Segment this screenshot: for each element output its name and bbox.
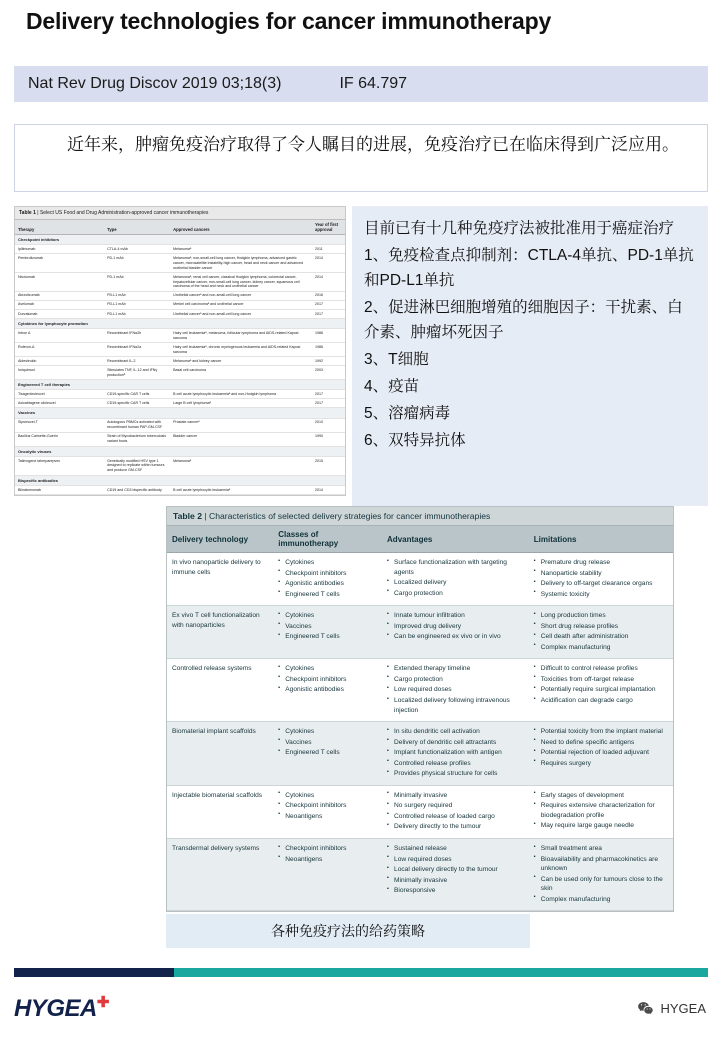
- table2-technology-cell: Controlled release systems: [167, 659, 273, 722]
- table2-classes-list-item: ▪ Checkpoint inhibitors: [278, 675, 377, 685]
- table1-section-label: Cytokines for lymphocyte promotion: [15, 318, 345, 328]
- table2-advantages-list-item: ▪ Minimally invasive: [387, 876, 524, 886]
- table1-header-row: [15, 220, 345, 235]
- table1-grid: [15, 220, 345, 495]
- table2-limitations-list-item: ▪ Early stages of development: [534, 791, 668, 801]
- table2-advantages-list: [387, 611, 524, 642]
- table2-limitations-cell: [529, 606, 673, 659]
- table1-cell: 1986: [312, 329, 345, 343]
- summary-line: 1、免疫检查点抑制剂：CTLA-4单抗、PD-1单抗和PD-L1单抗: [364, 247, 694, 289]
- summary-line: 3、T细胞: [364, 351, 429, 368]
- table1-row: [15, 390, 345, 399]
- table2-classes-list-item: ▪ Cytokines: [278, 558, 377, 568]
- table1-cell: Large B cell lymphomaᵃ: [170, 399, 312, 408]
- table2-classes-list-item: ▪ Vaccines: [278, 622, 377, 632]
- table1-cell: Stimulates TNF, IL-12 and IFNγ productionᵇ: [104, 366, 170, 380]
- table1-cell: Roferon-A: [15, 343, 104, 357]
- table1-cell: B cell acute lymphocytic leukaemiaᵃ and non-Hodgkin lymphoma: [170, 390, 312, 399]
- table2-limitations-list-item: ▪ Potentially require surgical implantation: [534, 685, 668, 695]
- table1-cell: Melanomaᵃ and kidney cancer: [170, 357, 312, 366]
- table1-cell: PD-L1 mAb: [104, 309, 170, 318]
- table2-technology-cell: Injectable biomaterial scaffolds: [167, 785, 273, 838]
- table2-advantages-list-item: ▪ Surface functionalization with targeting agents: [387, 558, 524, 577]
- table1-cell: Bladder cancer: [170, 432, 312, 446]
- table2-limitations-list: [534, 611, 668, 652]
- table2-limitations-cell: [529, 839, 673, 911]
- table2-advantages-list-item: ▪ Innate tumour infiltration: [387, 611, 524, 621]
- table1: [14, 206, 346, 496]
- table2-limitations-list-item: ▪ Difficult to control release profiles: [534, 664, 668, 674]
- table2-classes-list-item: ▪ Checkpoint inhibitors: [278, 801, 377, 811]
- summary-line: 目前已有十几种免疫疗法被批准用于癌症治疗: [364, 220, 675, 237]
- table2-footer-text: 各种免疫疗法的给药策略: [271, 923, 425, 939]
- table2-row: [167, 839, 673, 911]
- table2-classes-cell: [273, 785, 382, 838]
- table1-cell: 2014: [312, 254, 345, 273]
- table2-classes-list: [278, 727, 377, 758]
- table2-classes-list: [278, 558, 377, 599]
- table1-cell: Imiquimod: [15, 366, 104, 380]
- table2-classes-cell: [273, 839, 382, 911]
- table2-advantages-list-item: ▪ Cargo protection: [387, 589, 524, 599]
- table1-cell: Recombinant IL-2: [104, 357, 170, 366]
- intro-text: 近年来，肿瘤免疫治疗取得了令人瞩目的进展，免疫治疗已在临床得到广泛应用。: [67, 135, 679, 154]
- table2-technology-cell: Transdermal delivery systems: [167, 839, 273, 911]
- table2-advantages-list-item: ▪ Provides physical structure for cells: [387, 769, 524, 779]
- table1-cell: 2017: [312, 399, 345, 408]
- summary-line: 4、疫苗: [364, 378, 420, 395]
- table2-classes-list-item: ▪ Neoantigens: [278, 855, 377, 865]
- table1-row: [15, 418, 345, 432]
- table2-caption-label: Table 2: [173, 511, 202, 521]
- table1-section-row: [15, 408, 345, 418]
- table1-cell: Sipuleucel-T: [15, 418, 104, 432]
- table1-cell: PD-1 mAb: [104, 273, 170, 292]
- table2-classes-cell: [273, 606, 382, 659]
- table2-advantages-list: [387, 727, 524, 779]
- table2-advantages-list-item: ▪ Delivery directly to the tumour: [387, 822, 524, 832]
- table2-classes-list-item: ▪ Neoantigens: [278, 812, 377, 822]
- table1-cell: PD-L1 mAb: [104, 300, 170, 309]
- summary-line: 6、双特异抗体: [364, 432, 466, 449]
- table2-advantages-list-item: ▪ In situ dendritic cell activation: [387, 727, 524, 737]
- table1-caption-sep: |: [37, 210, 40, 216]
- table2-technology-cell: Ex vivo T cell functionalization with nanoparticles: [167, 606, 273, 659]
- table2-advantages-list-item: ▪ Can be engineered ex vivo or in vivo: [387, 632, 524, 642]
- table2-limitations-list-item: ▪ Requires surgery: [534, 759, 668, 769]
- table2-limitations-cell: [529, 785, 673, 838]
- table1-cell: Melanomaᵃ: [170, 245, 312, 254]
- table2-row: [167, 606, 673, 659]
- table2-advantages-list-item: ▪ Controlled release of loaded cargo: [387, 812, 524, 822]
- table1-cell: Talimogene laherparepvec: [15, 456, 104, 475]
- table1-cell: 2014: [312, 486, 345, 495]
- table2-classes-cell: [273, 553, 382, 606]
- table2-advantages-list-item: ▪ Minimally invasive: [387, 791, 524, 801]
- table1-cell: Urothelial cancerᵃ and non-small-cell lung cancer: [170, 291, 312, 300]
- table1-cell: Urothelial cancerᵃ and non-small-cell lung cancer: [170, 309, 312, 318]
- table2-classes-list-item: ▪ Agonistic antibodies: [278, 685, 377, 695]
- table1-cell: CD19-specific CAR T cells: [104, 390, 170, 399]
- table1-cell: 2010: [312, 418, 345, 432]
- table1-cell: Autologous PBMCs activated with recombinant human PAP-GM-CSF: [104, 418, 170, 432]
- brand-logo-text: HYGEA: [14, 995, 97, 1022]
- table2-limitations-list-item: ▪ May require large gauge needle: [534, 821, 668, 831]
- table2-caption-title: Characteristics of selected delivery strategies for cancer immunotherapies: [209, 511, 491, 521]
- table1-cell: Pembrolizumab: [15, 254, 104, 273]
- table1-cell: 200X: [312, 366, 345, 380]
- table2-caption-sep: |: [204, 511, 209, 521]
- table2-row: [167, 785, 673, 838]
- table2-limitations-list: [534, 727, 668, 768]
- table2-header-cell: Limitations: [529, 526, 673, 553]
- table1-section-row: [15, 318, 345, 328]
- table2-limitations-list-item: ▪ Cell death after administration: [534, 632, 668, 642]
- table2-row: [167, 553, 673, 606]
- table1-row: [15, 366, 345, 380]
- brand-logo: [14, 993, 109, 1023]
- table2-limitations-list-item: ▪ Complex manufacturing: [534, 895, 668, 905]
- table2-limitations-list-item: ▪ Toxicities from off-target release: [534, 675, 668, 685]
- table2-classes-list-item: ▪ Cytokines: [278, 791, 377, 801]
- table1-cell: PD-L1 mAb: [104, 291, 170, 300]
- table2-advantages-list-item: ▪ No surgery required: [387, 801, 524, 811]
- table2-classes-list-item: ▪ Cytokines: [278, 611, 377, 621]
- table2-advantages-list-item: ▪ Localized delivery: [387, 578, 524, 588]
- table2-advantages-list-item: ▪ Localized delivery following intravenous injection: [387, 696, 524, 715]
- table1-cell: Recombinant IFNα2a: [104, 343, 170, 357]
- table2-classes-list-item: ▪ Engineered T cells: [278, 632, 377, 642]
- table1-cell: CD19 and CD3 bispecific antibody: [104, 486, 170, 495]
- table1-cell: Tisagenlecleucel: [15, 390, 104, 399]
- table2-limitations-list-item: ▪ Nanoparticle stability: [534, 569, 668, 579]
- table1-cell: Melanomaᵃ, renal cell cancer, classical Hodgkin lymphoma, colorectal cancer, hepatocellular cancer, non-small-cell lung cancer, kidney cancer, squamous cell carcinoma of the head and neck and urothelial cancer: [170, 273, 312, 292]
- table1-cell: B cell acute lymphocytic leukaemiaᵃ: [170, 486, 312, 495]
- table2-limitations-list-item: ▪ Systemic toxicity: [534, 590, 668, 600]
- table2-header-cell: Classes of immunotherapy: [273, 526, 382, 553]
- table2-advantages-list-item: ▪ Bioresponsive: [387, 886, 524, 896]
- table1-cell: 1992: [312, 357, 345, 366]
- table1-section-label: Oncolytic viruses: [15, 446, 345, 456]
- table1-section-label: Vaccines: [15, 408, 345, 418]
- citation-impact-factor: IF 64.797: [339, 75, 408, 92]
- table2-advantages-list-item: ▪ Delivery of dendritic cell attractants: [387, 738, 524, 748]
- table2-technology-cell: In vivo nanoparticle delivery to immune cells: [167, 553, 273, 606]
- table1-row: [15, 399, 345, 408]
- table1-caption-label: Table 1: [19, 210, 36, 216]
- table2-advantages-list: [387, 558, 524, 598]
- table1-row: [15, 245, 345, 254]
- table1-cell: Prostate cancerᵃ: [170, 418, 312, 432]
- table2-limitations-cell: [529, 659, 673, 722]
- table2-classes-list: [278, 611, 377, 642]
- table1-cell: CD19-specific CAR T cells: [104, 399, 170, 408]
- citation-journal: Nat Rev Drug Discov 2019 03;18(3): [28, 75, 282, 92]
- table1-row: [15, 254, 345, 273]
- table1-caption: [15, 207, 345, 220]
- table2-advantages-list: [387, 844, 524, 896]
- table2-limitations-cell: [529, 553, 673, 606]
- table2-advantages-list-item: ▪ Local delivery directly to the tumour: [387, 865, 524, 875]
- table1-body: [15, 235, 345, 495]
- intro-box: [14, 124, 708, 192]
- table1-cell: Genetically modified HSV type 1 designed to replicate within tumours and produce GM-CSF: [104, 456, 170, 475]
- table1-cell: Intron A: [15, 329, 104, 343]
- table2-classes-cell: [273, 722, 382, 786]
- table1-section-label: Checkpoint inhibitors: [15, 235, 345, 245]
- table2-advantages-list-item: ▪ Low required doses: [387, 685, 524, 695]
- table1-cell: Ipilimumab: [15, 245, 104, 254]
- table1-cell: CTLA-4 mAb: [104, 245, 170, 254]
- table2-header-cell: Delivery technology: [167, 526, 273, 553]
- table1-cell: Axicabtagene ciloleucel: [15, 399, 104, 408]
- table2-advantages-list: [387, 664, 524, 715]
- table2-classes-list: [278, 844, 377, 864]
- footer-bar-teal: [174, 968, 708, 977]
- table1-row: [15, 343, 345, 357]
- table1-row: [15, 357, 345, 366]
- summary-line: 2、促进淋巴细胞增殖的细胞因子：干扰素、白介素、肿瘤坏死因子: [364, 299, 683, 341]
- table2-limitations-list-item: ▪ Potential toxicity from the implant material: [534, 727, 668, 737]
- table1-cell: 2014: [312, 273, 345, 292]
- table2-body: [167, 553, 673, 911]
- table2-classes-list-item: ▪ Agonistic antibodies: [278, 579, 377, 589]
- table2-limitations-list-item: ▪ Delivery to off-target clearance organs: [534, 579, 668, 589]
- cross-icon: ✚: [96, 994, 109, 1011]
- table1-cell: Melanomaᵃ: [170, 456, 312, 475]
- table2-limitations-list-item: ▪ Short drug release profiles: [534, 622, 668, 632]
- table2-limitations-list-item: ▪ Requires extensive characterization for biodegradation profile: [534, 801, 668, 820]
- table2-limitations-list-item: ▪ Potential rejection of loaded adjuvant: [534, 748, 668, 758]
- table2-advantages-list: [387, 791, 524, 832]
- table1-row: [15, 486, 345, 495]
- table2-advantages-list-item: ▪ Low required doses: [387, 855, 524, 865]
- table2-classes-list-item: ▪ Cytokines: [278, 664, 377, 674]
- table1-cell: Merkel cell carcinomaᵃ and urothelial cancer: [170, 300, 312, 309]
- table2-limitations-list: [534, 844, 668, 904]
- table1-cell: Melanomaᵃ, non-small-cell lung cancer, Hodgkin lymphoma, advanced gastric cancer, microsatellite instability-high cancer, head and neck cancer and advanced urothelial bladder cancer: [170, 254, 312, 273]
- table1-cell: 2015: [312, 456, 345, 475]
- table1-cell: 2017: [312, 309, 345, 318]
- table1-cell: Basal cell carcinoma: [170, 366, 312, 380]
- table2-advantages-cell: [382, 606, 529, 659]
- table2-advantages-list-item: ▪ Improved drug delivery: [387, 622, 524, 632]
- table2-limitations-list-item: ▪ Premature drug release: [534, 558, 668, 568]
- table2-row: [167, 722, 673, 786]
- table1-cell: 2017: [312, 390, 345, 399]
- table2-classes-list: [278, 664, 377, 695]
- wechat-footer: [637, 1000, 706, 1017]
- table2-limitations-list: [534, 664, 668, 705]
- table1-row: [15, 300, 345, 309]
- table1-cell: Hairy cell leukaemiaᵃ, melanoma, follicular lymphoma and AIDS-related Kaposi sarcoma: [170, 329, 312, 343]
- table1-section-row: [15, 235, 345, 245]
- table2-advantages-list-item: ▪ Extended therapy timeline: [387, 664, 524, 674]
- table1-cell: PD-1 mAb: [104, 254, 170, 273]
- table1-cell: 2017: [312, 300, 345, 309]
- table1-header-cell: Year of first approval: [312, 220, 345, 235]
- table2-limitations-list-item: ▪ Bioavailability and pharmacokinetics are unknown: [534, 855, 668, 874]
- table1-section-label: Engineered T cell therapies: [15, 380, 345, 390]
- table2-advantages-cell: [382, 785, 529, 838]
- table1-cell: Hairy cell leukaemiaᵃ, chronic myelogenous leukaemia and AIDS-related Kaposi sarcoma: [170, 343, 312, 357]
- table1-section-row: [15, 475, 345, 485]
- table2-limitations-list-item: ▪ Complex manufacturing: [534, 643, 668, 653]
- table2-limitations-list: [534, 558, 668, 599]
- table1-header-cell: Approved cancers: [170, 220, 312, 235]
- table2-advantages-cell: [382, 722, 529, 786]
- table2-header-row: [167, 526, 673, 553]
- table1-cell: 1990: [312, 432, 345, 446]
- table2-limitations-list-item: ▪ Can be used only for tumours close to the skin: [534, 875, 668, 894]
- table2-advantages-cell: [382, 659, 529, 722]
- table2-advantages-list-item: ▪ Controlled release profiles: [387, 759, 524, 769]
- table2-classes-list-item: ▪ Cytokines: [278, 727, 377, 737]
- table2-classes-cell: [273, 659, 382, 722]
- table2: [166, 506, 674, 912]
- table2-limitations-list-item: ▪ Small treatment area: [534, 844, 668, 854]
- table2-limitations-list: [534, 791, 668, 831]
- table2-advantages-list-item: ▪ Implant functionalization with antigen: [387, 748, 524, 758]
- table2-row: [167, 659, 673, 722]
- table1-section-row: [15, 446, 345, 456]
- table1-header-cell: Therapy: [15, 220, 104, 235]
- table2-classes-list-item: ▪ Checkpoint inhibitors: [278, 844, 377, 854]
- table2-advantages-list-item: ▪ Sustained release: [387, 844, 524, 854]
- table1-cell: Blinatumomab: [15, 486, 104, 495]
- table1-cell: Nivolumab: [15, 273, 104, 292]
- table2-grid: [167, 526, 673, 911]
- table2-classes-list-item: ▪ Engineered T cells: [278, 590, 377, 600]
- table1-cell: 2016: [312, 291, 345, 300]
- table2-classes-list-item: ▪ Engineered T cells: [278, 748, 377, 758]
- table1-cell: Aldesleukin: [15, 357, 104, 366]
- table2-advantages-cell: [382, 553, 529, 606]
- summary-box: [352, 206, 708, 506]
- page-title: Delivery technologies for cancer immunotherapy: [26, 8, 552, 34]
- table1-row: [15, 329, 345, 343]
- summary-line: 5、溶瘤病毒: [364, 405, 451, 422]
- footer-bar-dark: [14, 968, 174, 977]
- table2-limitations-list-item: ▪ Need to define specific antigens: [534, 738, 668, 748]
- table2-classes-list-item: ▪ Vaccines: [278, 738, 377, 748]
- table2-footer-caption: [166, 914, 530, 948]
- wechat-label: HYGEA: [660, 1001, 706, 1016]
- table1-caption-title: Select US Food and Drug Administration-approved cancer immunotherapies: [39, 210, 209, 216]
- wechat-icon: [637, 1000, 654, 1017]
- table2-classes-list-item: ▪ Checkpoint inhibitors: [278, 569, 377, 579]
- table1-cell: Recombinant IFNα2b: [104, 329, 170, 343]
- table1-row: [15, 273, 345, 292]
- table1-row: [15, 291, 345, 300]
- table1-header-cell: Type: [104, 220, 170, 235]
- table1-row: [15, 309, 345, 318]
- table1-cell: Durvalumab: [15, 309, 104, 318]
- table1-cell: Atezolizumab: [15, 291, 104, 300]
- table2-technology-cell: Biomaterial implant scaffolds: [167, 722, 273, 786]
- table1-cell: 2011: [312, 245, 345, 254]
- table1-section-label: Bispecific antibodies: [15, 475, 345, 485]
- table2-header-cell: Advantages: [382, 526, 529, 553]
- table2-limitations-list-item: ▪ Long production times: [534, 611, 668, 621]
- table1-row: [15, 432, 345, 446]
- table1-cell: Strain of Mycobacterium tuberculosis variant bovis: [104, 432, 170, 446]
- table2-classes-list: [278, 791, 377, 822]
- table2-advantages-list-item: ▪ Cargo protection: [387, 675, 524, 685]
- table1-cell: 1986: [312, 343, 345, 357]
- citation-bar: [14, 66, 708, 102]
- table2-limitations-list-item: ▪ Acidification can degrade cargo: [534, 696, 668, 706]
- table1-section-row: [15, 380, 345, 390]
- table1-row: [15, 456, 345, 475]
- table2-advantages-cell: [382, 839, 529, 911]
- table1-cell: Avelumab: [15, 300, 104, 309]
- table2-caption: [167, 507, 673, 526]
- table2-limitations-cell: [529, 722, 673, 786]
- table1-cell: Bacillus Calmette-Guérin: [15, 432, 104, 446]
